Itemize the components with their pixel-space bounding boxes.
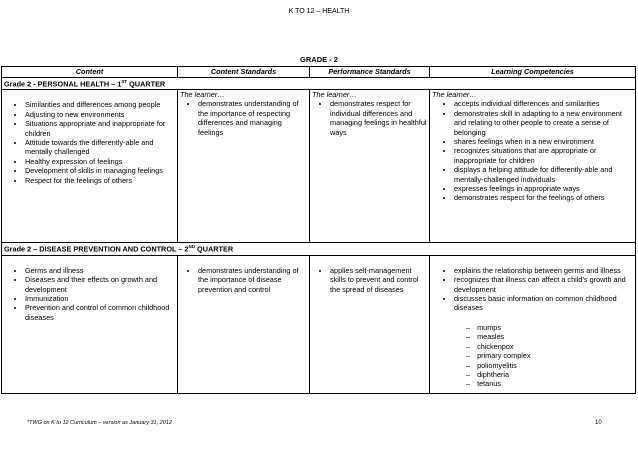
learner-label: The learner…: [312, 90, 357, 100]
column-header-content: Content: [2, 67, 178, 78]
list-item: • Situations appropriate and inappropriate for children: [25, 119, 177, 138]
disease-item: – tetanus: [478, 379, 631, 388]
performance-standards-list: [310, 266, 429, 294]
performance-standards-cell: [310, 90, 430, 243]
list-item: • Similarities and differences among people: [25, 100, 177, 109]
list-item: • demonstrates understanding of the importance of disease prevention and control: [198, 266, 309, 294]
section-heading-disease-prevention: [2, 243, 636, 255]
column-header-content-standards: Content Standards: [178, 67, 310, 78]
list-item: • recognizes that illness can affect a child’s growth and development: [454, 275, 633, 294]
table-header-row: [2, 67, 636, 78]
section-heading-personal-health: [2, 78, 636, 90]
column-header-learning-competencies: Learning Competencies: [430, 67, 636, 78]
page-number: 10: [595, 420, 602, 426]
list-item: • displays a helping attitude for differently-able and mentally-challenged individuals: [454, 165, 633, 184]
disease-item: – poliomyelitis: [478, 361, 631, 370]
list-item: • Attitude towards the differently-able and mentally challenged: [25, 138, 177, 157]
content-cell: [2, 255, 178, 393]
list-item: • demonstrates respect for individual differences and managing feelings in healthful ways: [330, 99, 429, 137]
list-item-text: discusses basic information on common childhood diseases: [454, 294, 617, 313]
document-header-title: K TO 12 – HEALTH: [288, 8, 350, 15]
list-item: • demonstrates respect for the feelings of others: [454, 193, 633, 202]
curriculum-table: [1, 66, 636, 394]
content-standards-cell: [178, 255, 310, 393]
list-item: • shares feelings when in a new environment: [454, 137, 633, 146]
content-list: [2, 100, 177, 185]
content-standards-cell: [178, 90, 310, 243]
table-row: [2, 255, 636, 393]
list-item: • Adjusting to new environments: [25, 110, 177, 119]
competencies-list: [430, 266, 635, 389]
list-item: • Diseases and their effects on growth and development: [25, 275, 177, 294]
content-standards-list: [178, 99, 309, 137]
disease-item: – measles: [478, 332, 631, 341]
list-item: • Immunization: [25, 294, 177, 303]
disease-item: – primary complex: [478, 351, 631, 360]
competencies-cell: [430, 255, 636, 393]
section-title-suffix: QUARTER: [195, 244, 234, 254]
list-item: • Healthy expression of feelings: [25, 157, 177, 166]
footer-note: *TWG on K to 12 Curriculum – version as January 31, 2012: [27, 420, 172, 426]
learner-label: The learner…: [432, 90, 477, 100]
performance-standards-list: [310, 99, 429, 137]
column-header-performance-standards: Performance Standards: [310, 67, 430, 78]
disease-item: – diphtheria: [478, 370, 631, 379]
competencies-cell: [430, 90, 636, 243]
list-item: • applies self-management skills to prevent and control the spread of diseases: [330, 266, 429, 294]
disease-list: [454, 323, 633, 389]
content-list: [2, 266, 177, 322]
list-item: • Development of skills in managing feelings: [25, 166, 177, 175]
list-item: • Prevention and control of common childhood diseases: [25, 303, 177, 322]
list-item: • expresses feelings in appropriate ways: [454, 184, 633, 193]
section-title-sup: ST: [121, 79, 128, 84]
list-item: • recognizes situations that are appropriate or inappropriate for children: [454, 146, 633, 165]
performance-standards-cell: [310, 255, 430, 393]
disease-item: – mumps: [478, 323, 631, 332]
competencies-list: [430, 99, 635, 202]
section-title: Grade 2 – DISEASE PREVENTION AND CONTROL – 2: [4, 244, 189, 254]
section-title: Grade 2 - PERSONAL HEALTH – 1: [4, 79, 122, 89]
content-standards-list: [178, 266, 309, 294]
list-item: • demonstrates skill in adapting to a new environment and relating to other people to create a sense of belonging: [454, 109, 633, 137]
list-item: • Respect for the feelings of others: [25, 176, 177, 185]
disease-item: – chickenpox: [478, 342, 631, 351]
list-item: [454, 294, 633, 389]
section-title-sup: ND: [188, 244, 195, 250]
grade-title: GRADE - 2: [300, 55, 338, 64]
list-item: • accepts individual differences and similarities: [454, 99, 633, 108]
learner-label: The learner…: [180, 90, 225, 100]
table-row: [2, 90, 636, 243]
section-title-suffix: QUARTER: [127, 79, 166, 89]
content-cell: [2, 90, 178, 243]
list-item: • explains the relationship between germs and illness: [454, 266, 633, 275]
list-item: • demonstrates understanding of the importance of respecting differences and managing feelings: [198, 99, 309, 137]
list-item: • Germs and illness: [25, 266, 177, 275]
